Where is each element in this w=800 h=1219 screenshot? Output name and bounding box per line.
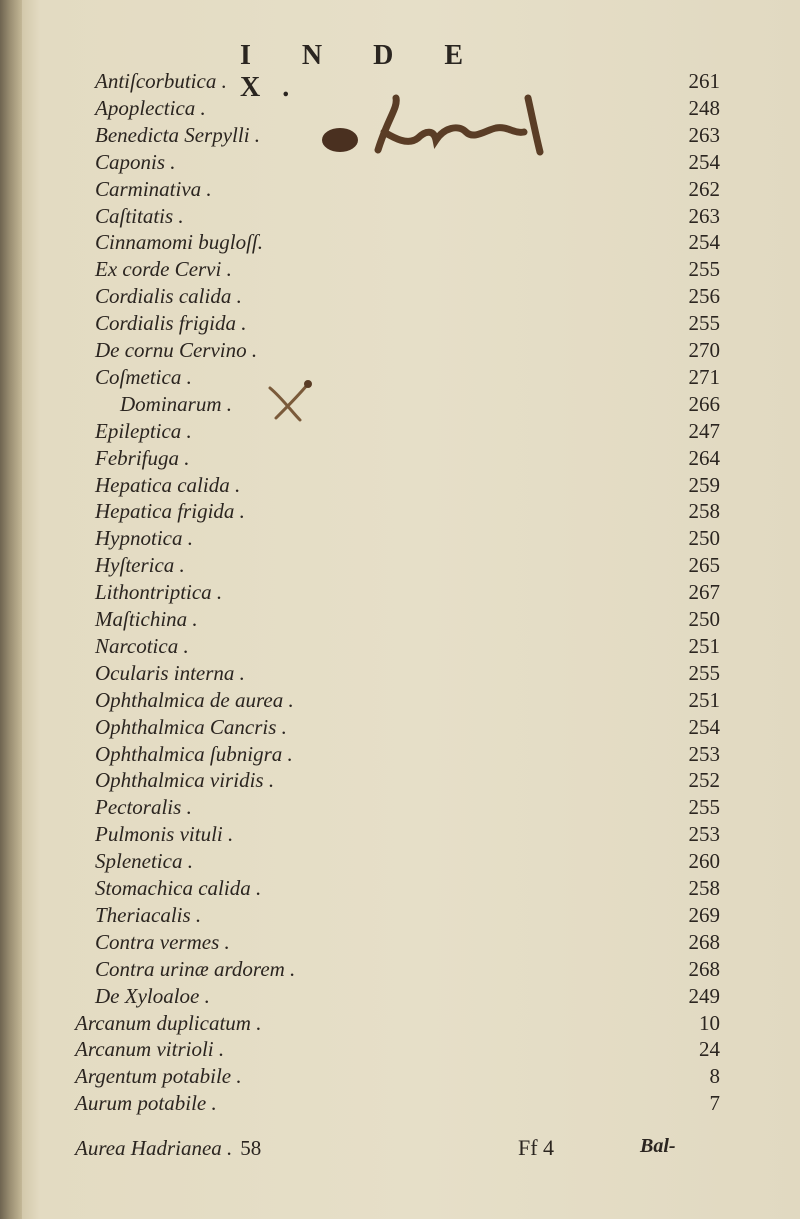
index-entry-page-inline: 58 — [240, 1136, 262, 1160]
index-entry-page: 262 — [688, 176, 720, 201]
index-entry-page: 7 — [709, 1091, 720, 1116]
index-entry-label: Carminativa . — [95, 176, 212, 201]
index-entry-page: 268 — [688, 929, 720, 954]
index-entry-page: 260 — [688, 849, 720, 874]
index-entry-page: 258 — [688, 876, 720, 900]
catchword: Bal- — [640, 1135, 676, 1157]
index-entry-page: 10 — [699, 1010, 720, 1035]
index-entry-label: Antiſcorbutica . — [95, 69, 227, 93]
index-entry-label: Hyſterica . — [95, 553, 185, 578]
signature-mark: Ff 4 — [518, 1135, 555, 1160]
index-entry-page: 264 — [688, 445, 720, 470]
index-entry-page: 259 — [688, 472, 720, 497]
index-entry-label: Ophthalmica ſubnigra . — [95, 741, 293, 766]
index-entry-label: Dominarum . — [120, 391, 233, 416]
index-entry-page: 247 — [688, 418, 720, 443]
index-entry-label: Apoplectica . — [95, 95, 206, 120]
index-entry-page: 251 — [688, 633, 720, 658]
index-entry-label: Contra urinæ ardorem . — [95, 956, 296, 981]
index-entry-label: Maſtichina . — [95, 607, 198, 631]
index-entry-page: 258 — [688, 499, 720, 524]
index-entry-page: 253 — [688, 741, 720, 766]
index-entry-label: Theriacalis . — [95, 902, 202, 927]
index-entry-page: 266 — [688, 391, 720, 416]
index-entry-label: Coſmetica . — [95, 364, 192, 389]
index-entry-label: Hepatica frigida . — [95, 499, 245, 524]
index-entry-page: 255 — [688, 795, 720, 820]
index-entry-label: Argentum potabile . — [75, 1064, 242, 1089]
handwritten-annotation — [318, 88, 558, 160]
index-entry-label: Hepatica calida . — [95, 472, 241, 497]
index-entry-label: Hypnotica . — [95, 526, 193, 551]
index-entry-page: 254 — [688, 149, 720, 174]
index-entry-page: 250 — [688, 526, 720, 551]
index-entry-page: 267 — [688, 580, 720, 605]
index-entry-label: Arcanum vitrioli . — [75, 1037, 225, 1062]
index-entry-label: Ophthalmica Cancris . — [95, 714, 287, 739]
index-entry-page: 249 — [688, 983, 720, 1008]
index-entry-label: Ophthalmica viridis . — [95, 768, 275, 793]
index-entry-label: Pulmonis vituli . — [95, 822, 234, 847]
index-entry-page: 248 — [688, 95, 720, 120]
book-gutter — [0, 0, 22, 1219]
index-entry-label: De Xyloaloe . — [95, 983, 210, 1008]
index-entry-label: Contra vermes . — [95, 929, 230, 954]
index-entry-label: Arcanum duplicatum . — [75, 1010, 262, 1035]
index-entry-page: 263 — [688, 122, 720, 147]
index-entry-label: Cordialis calida . — [95, 284, 242, 309]
index-entry-label: Stomachica calida . — [95, 876, 262, 900]
index-entry-page: 268 — [688, 956, 720, 981]
index-entry-page: 250 — [688, 607, 720, 631]
index-entry-label: Epileptica . — [95, 418, 192, 443]
index-entry-page: 254 — [688, 714, 720, 739]
index-entry-page: 269 — [688, 902, 720, 927]
index-entry-label: Caponis . — [95, 149, 176, 174]
index-entry-page: 255 — [688, 660, 720, 685]
index-entry-label: Cinnamomi bugloſſ. — [95, 230, 264, 255]
index-entry-label: Splenetica . — [95, 849, 193, 874]
index-entry-page: 252 — [688, 768, 720, 793]
index-entry-page: 253 — [688, 822, 720, 847]
index-entry-page: 261 — [688, 69, 720, 93]
index-entry-page: 251 — [688, 687, 720, 712]
index-entry-page: 8 — [709, 1064, 720, 1089]
index-entry-page: 24 — [699, 1037, 720, 1062]
index-entry-page: 270 — [688, 338, 720, 362]
index-entry-label: Pectoralis . — [95, 795, 192, 820]
index-entry-label: Narcotica . — [95, 633, 189, 658]
index-entry-label: Caſtitatis . — [95, 203, 184, 228]
index-entry-page: 254 — [688, 230, 720, 255]
page-title: I N D E X. — [240, 40, 486, 103]
index-entry-page: 263 — [688, 203, 720, 228]
index-entry-label: Aurum potabile . — [75, 1091, 217, 1116]
index-entry-label: Cordialis frigida . — [95, 311, 247, 336]
index-entry-label: Aurea Hadrianea . 58 — [75, 1136, 262, 1160]
index-entry-label: Ocularis interna . — [95, 660, 245, 685]
index-entry-label: De cornu Cervino . — [95, 338, 258, 362]
index-entry-label: Lithontriptica . — [95, 580, 223, 605]
handwritten-x-mark — [262, 378, 318, 426]
index-entry-page: 256 — [688, 284, 720, 309]
index-entry-page: 255 — [688, 311, 720, 336]
index-entry-page: 265 — [688, 553, 720, 578]
index-entry-label: Benedicta Serpylli . — [95, 122, 261, 147]
index-entry-label: Febrifuga . — [95, 445, 190, 470]
index-entry-page: 271 — [688, 364, 720, 389]
index-entry-page: 255 — [688, 257, 720, 282]
index-entry-label: Ophthalmica de aurea . — [95, 687, 294, 712]
index-entry-label: Ex corde Cervi . — [95, 257, 232, 282]
